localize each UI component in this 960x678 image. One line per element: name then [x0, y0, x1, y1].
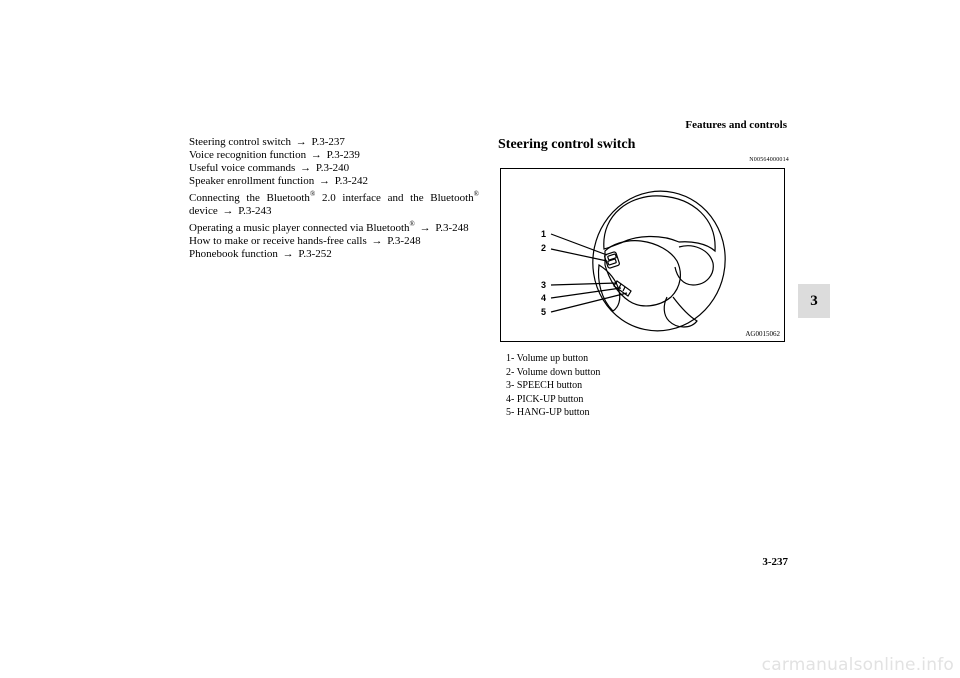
- switch-divider: [619, 284, 621, 288]
- reference-label: Useful voice commands: [189, 162, 296, 174]
- registered-mark: ®: [309, 190, 316, 198]
- reference-label: Connecting the Bluetooth: [189, 192, 310, 204]
- steering-wheel-illustration: [501, 169, 786, 343]
- legend-number: 4-: [506, 393, 515, 405]
- arrow-icon: →: [310, 149, 322, 161]
- reference-page: P.3-242: [334, 175, 369, 187]
- legend-label: SPEECH button: [516, 380, 583, 391]
- wheel-rim-outer: [580, 179, 738, 343]
- steering-wheel-figure: [500, 168, 785, 342]
- reference-item[interactable]: [189, 149, 479, 162]
- legend-number: 3-: [506, 380, 515, 391]
- legend-label: HANG-UP button: [516, 407, 590, 418]
- switch-divider: [623, 287, 625, 291]
- button-legend: [506, 352, 600, 420]
- legend-item: [506, 393, 600, 407]
- chapter-tab-number: 3: [810, 292, 818, 309]
- callout-1: 1: [541, 229, 547, 239]
- figure-code: AG0015062: [745, 330, 780, 338]
- legend-item: [506, 352, 600, 366]
- arrow-icon: →: [282, 248, 294, 260]
- reference-label: 2.0 interface and the Bluetooth: [315, 192, 474, 204]
- legend-label: Volume down button: [516, 366, 601, 378]
- header-title: Features and controls: [685, 119, 787, 131]
- arrow-icon: →: [222, 205, 234, 217]
- callout-3: 3: [541, 280, 547, 290]
- callout-5: 5: [541, 307, 547, 317]
- legend-item: [506, 366, 600, 380]
- reference-label: Operating a music player connected via Bluetooth: [189, 222, 410, 234]
- reference-label: How to make or receive hands-free calls: [189, 235, 367, 247]
- legend-number: 2-: [506, 366, 515, 378]
- legend-item: [506, 379, 600, 393]
- reference-item[interactable]: [189, 248, 479, 261]
- section-title: Steering control switch: [498, 137, 636, 152]
- arrow-icon: →: [295, 136, 307, 148]
- wheel-right-spoke: [675, 246, 713, 285]
- legend-label: PICK-UP button: [516, 393, 584, 405]
- registered-mark: ®: [473, 190, 479, 198]
- reference-label: device: [189, 205, 218, 217]
- reference-page: P.3-252: [298, 248, 332, 260]
- registered-mark: ®: [409, 220, 415, 228]
- wheel-lower-spoke: [664, 297, 697, 327]
- legend-number: 1-: [506, 353, 515, 364]
- reference-item[interactable]: [189, 175, 479, 188]
- leader-line-2: [551, 249, 607, 261]
- reference-item[interactable]: [189, 162, 479, 175]
- reference-page: P.3-237: [311, 136, 345, 148]
- legend-number: 5-: [506, 407, 515, 418]
- reference-list: [189, 136, 479, 261]
- chapter-tab[interactable]: [798, 284, 830, 318]
- callout-2: 2: [541, 243, 547, 253]
- callout-4: 4: [541, 293, 547, 303]
- reference-label: Steering control switch: [189, 136, 292, 148]
- watermark[interactable]: carmanualsonline.info: [761, 655, 954, 675]
- reference-item[interactable]: [189, 136, 479, 149]
- reference-page: P.3-239: [326, 149, 360, 161]
- section-code: N00564000014: [749, 157, 789, 163]
- arrow-icon: →: [300, 162, 312, 174]
- legend-label: Volume up button: [516, 353, 589, 364]
- reference-item[interactable]: [189, 192, 479, 218]
- reference-label: Phonebook function: [189, 248, 278, 260]
- arrow-icon: →: [419, 222, 431, 234]
- leader-line-3: [551, 283, 617, 285]
- reference-label: Voice recognition function: [189, 149, 307, 161]
- legend-item: [506, 406, 600, 420]
- reference-line: [189, 192, 479, 205]
- reference-page: P.3-248: [387, 235, 421, 247]
- reference-page: P.3-243: [238, 205, 272, 217]
- reference-label: Speaker enrollment function: [189, 175, 315, 187]
- page-number: 3-237: [762, 556, 788, 568]
- reference-page: P.3-240: [315, 162, 350, 174]
- leader-line-4: [551, 288, 621, 298]
- reference-item[interactable]: [189, 222, 479, 235]
- arrow-icon: →: [371, 235, 383, 247]
- reference-line: [189, 205, 479, 218]
- reference-page: P.3-248: [435, 222, 469, 234]
- arrow-icon: →: [319, 175, 330, 187]
- reference-item[interactable]: [189, 235, 479, 248]
- leader-line-1: [551, 234, 607, 255]
